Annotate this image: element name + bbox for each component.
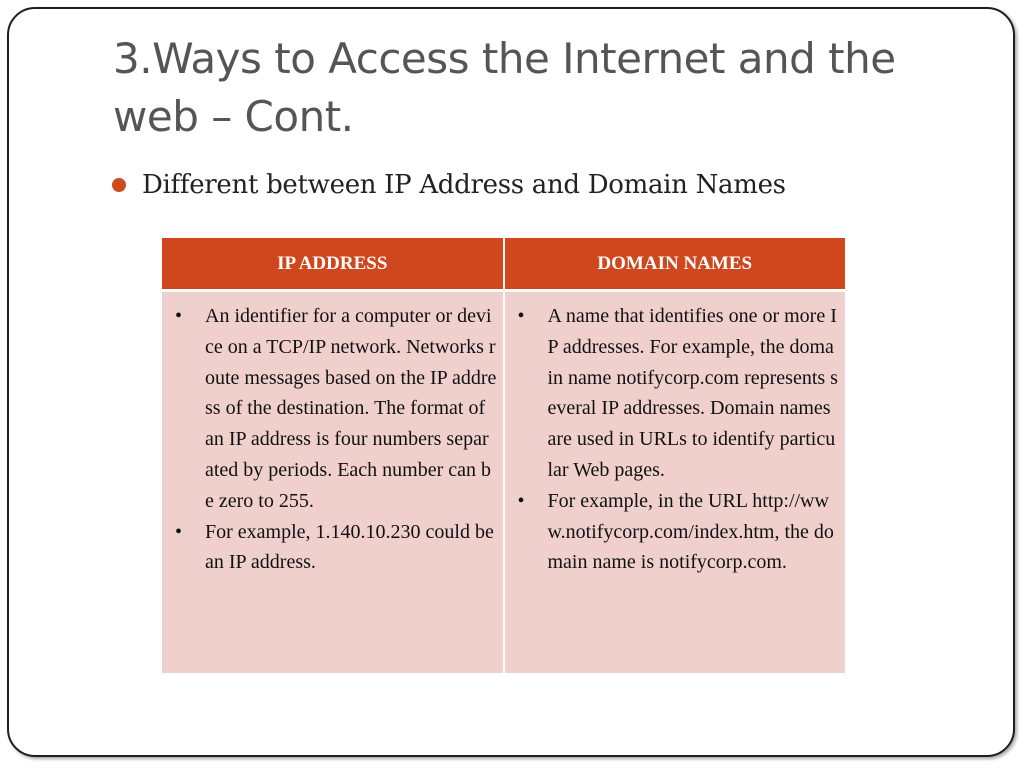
comparison-table — [162, 238, 845, 673]
list-item-text: For example, 1.140.10.230 could be an IP address. — [205, 520, 494, 574]
list-item — [513, 301, 840, 486]
list-item-text: For example, in the URL http://www.notifycorp.com/index.htm, the domain name is notifycorp.com. — [547, 489, 834, 574]
ip-address-list — [170, 301, 497, 578]
bullet-text: Different between IP Address and Domain Names — [142, 170, 786, 200]
list-item — [513, 486, 840, 578]
ip-address-cell — [162, 291, 504, 674]
bullet-icon: • — [175, 520, 183, 543]
bullet-icon: • — [517, 489, 525, 512]
list-item-text: An identifier for a computer or device on a TCP/IP network. Networks route messages based on the IP address of the destination. The format of an IP address is four numbers separated by periods. Each number can be zero to 255. — [205, 305, 497, 512]
table-header-row — [162, 238, 845, 291]
bullet-icon: • — [517, 305, 525, 327]
bullet-row — [112, 170, 786, 200]
domain-names-list — [513, 301, 840, 578]
table-row — [162, 291, 845, 674]
list-item — [170, 517, 497, 579]
list-item — [170, 301, 497, 517]
domain-names-cell — [504, 291, 846, 674]
list-item-text: A name that identifies one or more IP addresses. For example, the domain name notifycorp.com represents several IP addresses. Domain names are used in URLs to identify particular Web pages. — [547, 305, 838, 481]
header-domain-names: DOMAIN NAMES — [504, 238, 846, 291]
header-ip-address: IP ADDRESS — [162, 238, 504, 291]
slide-title: 3.Ways to Access the Internet and the web – Cont. — [113, 34, 896, 141]
bullet-dot-icon — [112, 178, 126, 192]
bullet-icon: • — [175, 305, 183, 327]
